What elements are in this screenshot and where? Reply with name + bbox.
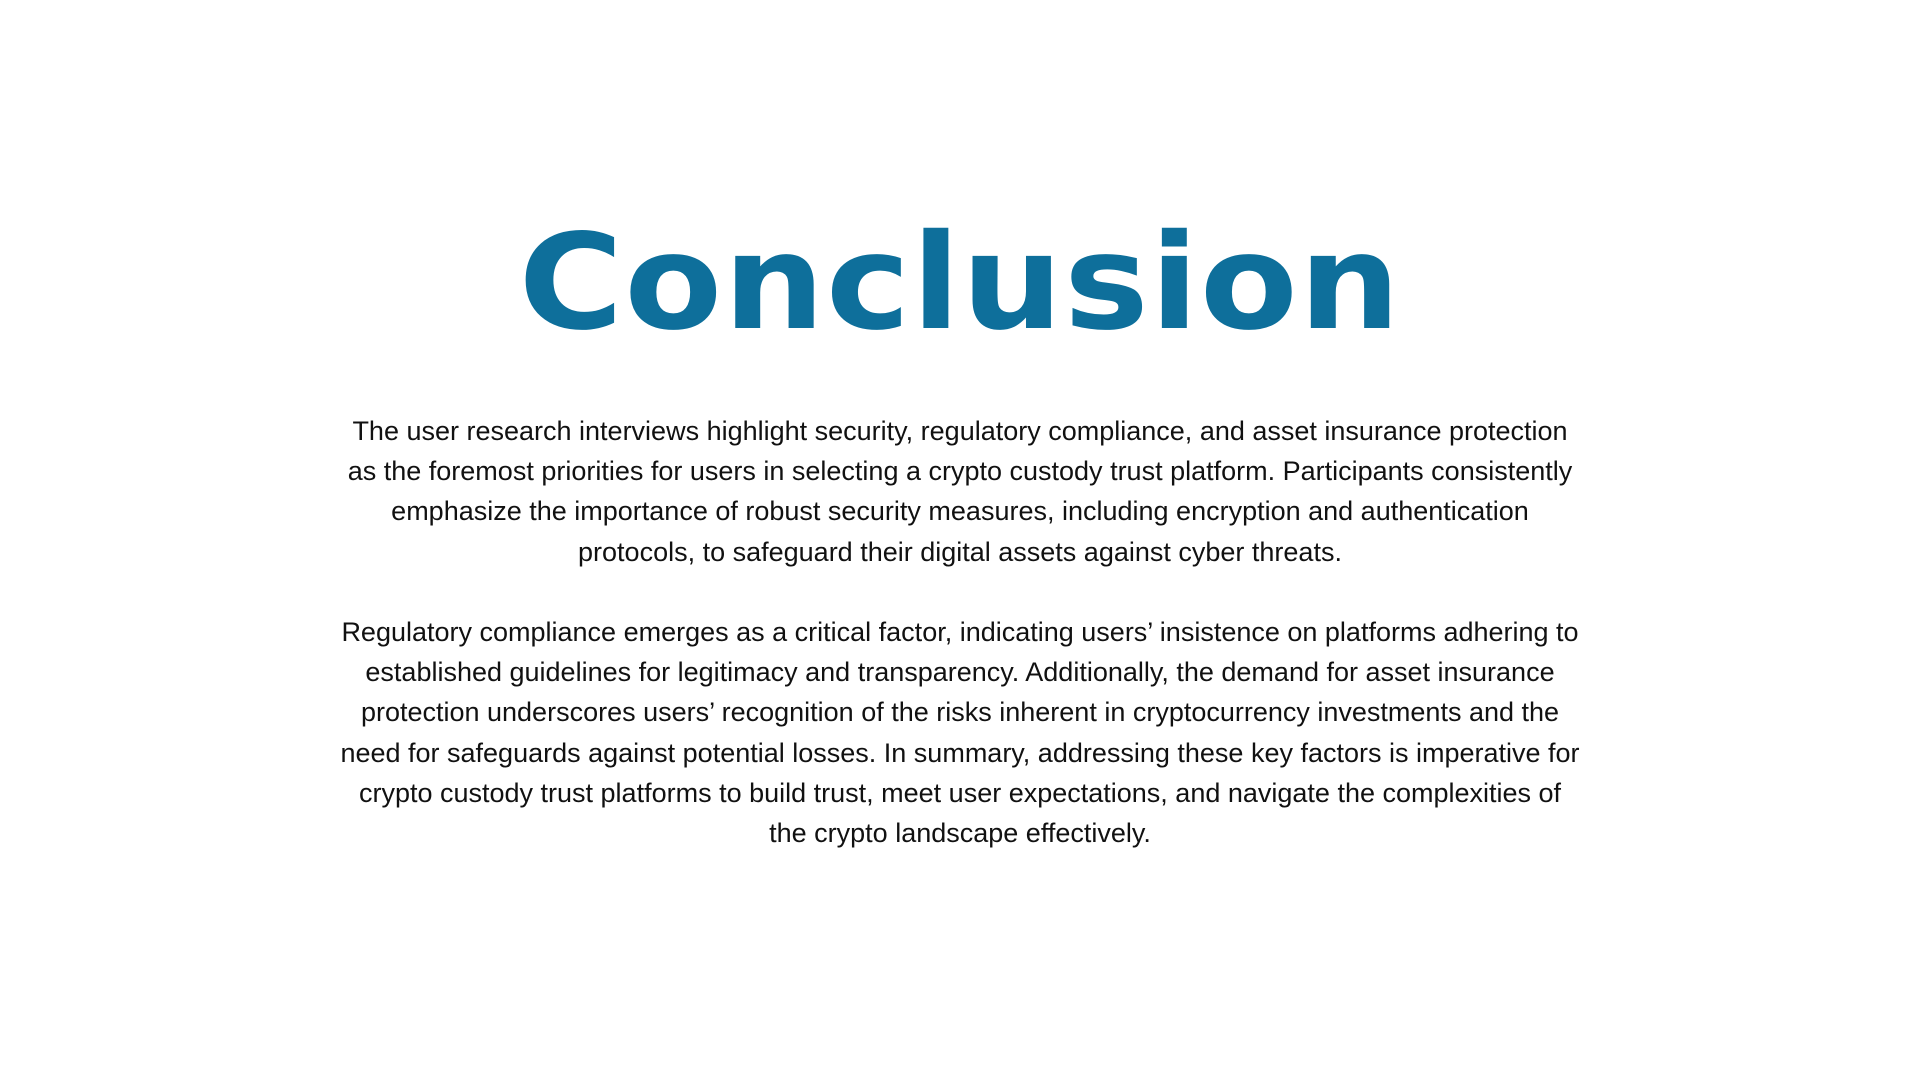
conclusion-paragraph-1: The user research interviews highlight security, regulatory compliance, and asset insurance protection as the foremost priorities for users in selecting a crypto custody trust platform. Participants consistently emphasize the importance of robust security measures, including encryption and authentication protocols, to safeguard their digital assets against cyber threats. xyxy=(347,416,1573,567)
page-title: Conclusion xyxy=(518,206,1402,360)
conclusion-paragraph-2: Regulatory compliance emerges as a critical factor, indicating users’ insistence on platforms adhering to established guidelines for legitimacy and transparency. Additionally, the demand for asset insurance protection underscores users’ recognition of the risks inherent in cryptocurrency investments and the need for safeguards against potential losses. In summary, addressing these key factors is imperative for crypto custody trust platforms to build trust, meet user expectations, and navigate the complexities of the crypto landscape effectively. xyxy=(340,617,1580,849)
